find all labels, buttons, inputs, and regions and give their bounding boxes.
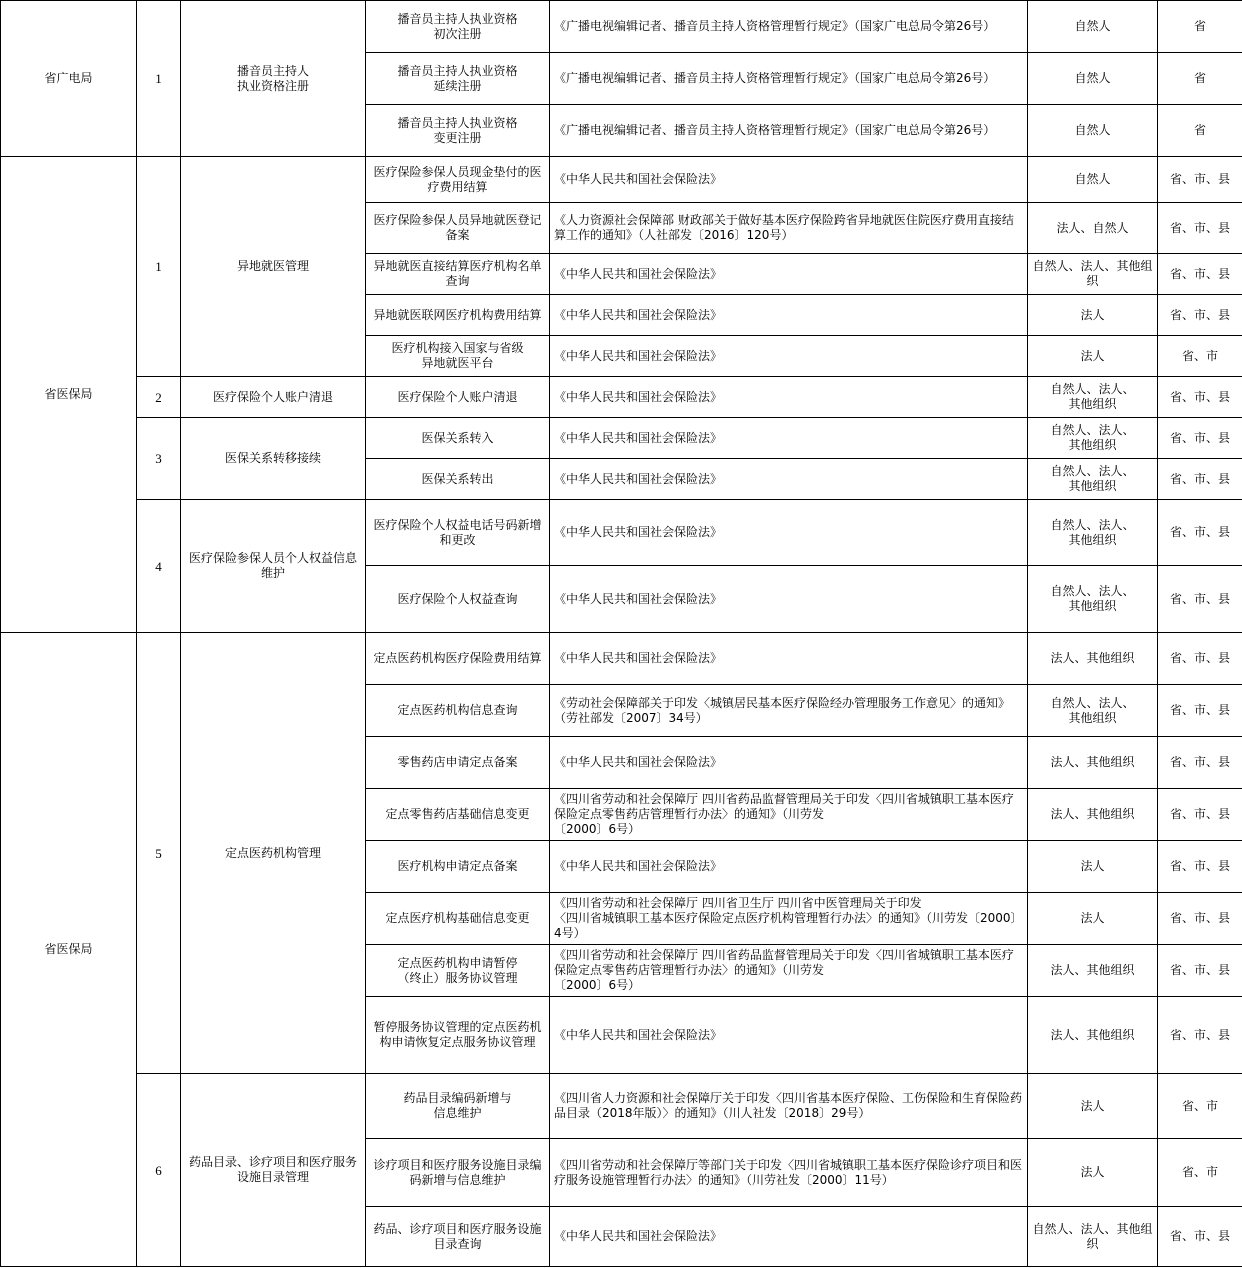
sub-item-cell: 医疗保险个人权益电话号码新增和更改 (366, 500, 550, 566)
level-cell: 省、市、县 (1158, 789, 1242, 841)
target-cell: 法人 (1028, 336, 1158, 377)
item-number-cell: 4 (137, 500, 181, 633)
item-number-cell: 2 (137, 377, 181, 418)
sub-item-cell: 医疗机构接入国家与省级 异地就医平台 (366, 336, 550, 377)
target-cell: 法人、其他组织 (1028, 945, 1158, 997)
sub-item-cell: 异地就医直接结算医疗机构名单查询 (366, 254, 550, 295)
level-cell: 省、市、县 (1158, 295, 1242, 336)
target-cell: 自然人、法人、 其他组织 (1028, 566, 1158, 633)
legal-basis-cell: 《中华人民共和国社会保险法》 (550, 336, 1028, 377)
legal-basis-cell: 《四川省劳动和社会保障厅等部门关于印发〈四川省城镇职工基本医疗保险诊疗项目和医疗服务设施管理暂行办法〉的通知》（川劳社发〔2000〕11号） (550, 1139, 1028, 1207)
legal-basis-cell: 《四川省劳动和社会保障厅 四川省药品监督管理局关于印发〈四川省城镇职工基本医疗保险定点零售药店管理暂行办法〉的通知》（川劳发 〔2000〕6号） (550, 789, 1028, 841)
sub-item-cell: 医疗保险个人权益查询 (366, 566, 550, 633)
level-cell: 省、市、县 (1158, 203, 1242, 254)
legal-basis-cell: 《人力资源社会保障部 财政部关于做好基本医疗保险跨省异地就医住院医疗费用直接结算工作的通知》（人社部发〔2016〕120号） (550, 203, 1028, 254)
legal-basis-cell: 《中华人民共和国社会保险法》 (550, 295, 1028, 336)
legal-basis-cell: 《中华人民共和国社会保险法》 (550, 418, 1028, 459)
legal-basis-cell: 《中华人民共和国社会保险法》 (550, 566, 1028, 633)
legal-basis-cell: 《中华人民共和国社会保险法》 (550, 841, 1028, 893)
legal-basis-cell: 《四川省劳动和社会保障厅 四川省药品监督管理局关于印发〈四川省城镇职工基本医疗保险定点零售药店管理暂行办法〉的通知》（川劳发 〔2000〕6号） (550, 945, 1028, 997)
sub-item-cell: 播音员主持人执业资格 初次注册 (366, 1, 550, 53)
level-cell: 省、市、县 (1158, 459, 1242, 500)
table-row (1, 633, 1242, 685)
sub-item-cell: 医保关系转入 (366, 418, 550, 459)
legal-basis-cell: 《四川省人力资源和社会保障厅关于印发〈四川省基本医疗保险、工伤保险和生育保险药品目录（2018年版）〉的通知》（川人社发〔2018〕29号） (550, 1074, 1028, 1139)
level-cell: 省、市、县 (1158, 1207, 1242, 1267)
target-cell: 法人、其他组织 (1028, 789, 1158, 841)
level-cell: 省、市、县 (1158, 841, 1242, 893)
sub-item-cell: 播音员主持人执业资格 变更注册 (366, 105, 550, 157)
sub-item-cell: 定点医药机构医疗保险费用结算 (366, 633, 550, 685)
legal-basis-cell: 《广播电视编辑记者、播音员主持人资格管理暂行规定》（国家广电总局令第26号） (550, 1, 1028, 53)
table-row (1, 1, 1242, 53)
target-cell: 法人 (1028, 295, 1158, 336)
sub-item-cell: 诊疗项目和医疗服务设施目录编码新增与信息维护 (366, 1139, 550, 1207)
sub-item-cell: 定点医疗机构基础信息变更 (366, 893, 550, 945)
level-cell: 省 (1158, 1, 1242, 53)
legal-basis-cell: 《中华人民共和国社会保险法》 (550, 737, 1028, 789)
level-cell: 省、市、县 (1158, 737, 1242, 789)
target-cell: 自然人 (1028, 157, 1158, 203)
level-cell: 省、市、县 (1158, 254, 1242, 295)
target-cell: 法人、其他组织 (1028, 997, 1158, 1074)
legal-basis-cell: 《中华人民共和国社会保险法》 (550, 377, 1028, 418)
level-cell: 省、市、县 (1158, 500, 1242, 566)
department-cell: 省广电局 (1, 1, 137, 157)
target-cell: 自然人 (1028, 105, 1158, 157)
table-row (1, 157, 1242, 203)
legal-basis-cell: 《四川省劳动和社会保障厅 四川省卫生厅 四川省中医管理局关于印发 〈四川省城镇职工基本医疗保险定点医疗机构管理暂行办法〉的通知》（川劳发〔2000〕4号） (550, 893, 1028, 945)
target-cell: 自然人 (1028, 53, 1158, 105)
legal-basis-cell: 《中华人民共和国社会保险法》 (550, 1207, 1028, 1267)
level-cell: 省、市、县 (1158, 685, 1242, 737)
target-cell: 自然人、法人、其他组织 (1028, 1207, 1158, 1267)
level-cell: 省、市、县 (1158, 893, 1242, 945)
target-cell: 自然人、法人、 其他组织 (1028, 377, 1158, 418)
sub-item-cell: 播音员主持人执业资格 延续注册 (366, 53, 550, 105)
sub-item-cell: 定点医药机构申请暂停 （终止）服务协议管理 (366, 945, 550, 997)
department-cell: 省医保局 (1, 633, 137, 1267)
table-row (1, 377, 1242, 418)
legal-basis-cell: 《中华人民共和国社会保险法》 (550, 997, 1028, 1074)
department-cell: 省医保局 (1, 157, 137, 633)
legal-basis-cell: 《中华人民共和国社会保险法》 (550, 633, 1028, 685)
item-name-cell: 异地就医管理 (181, 157, 366, 377)
item-name-cell: 医疗保险参保人员个人权益信息维护 (181, 500, 366, 633)
target-cell: 法人、自然人 (1028, 203, 1158, 254)
sub-item-cell: 医疗保险个人账户清退 (366, 377, 550, 418)
legal-basis-cell: 《中华人民共和国社会保险法》 (550, 459, 1028, 500)
sub-item-cell: 医疗机构申请定点备案 (366, 841, 550, 893)
level-cell: 省、市、县 (1158, 945, 1242, 997)
target-cell: 自然人、法人、 其他组织 (1028, 500, 1158, 566)
level-cell: 省、市、县 (1158, 418, 1242, 459)
level-cell: 省、市 (1158, 336, 1242, 377)
legal-basis-cell: 《劳动社会保障部关于印发〈城镇居民基本医疗保险经办管理服务工作意见〉的通知》（劳社部发〔2007〕34号） (550, 685, 1028, 737)
item-name-cell: 医保关系转移接续 (181, 418, 366, 500)
level-cell: 省 (1158, 53, 1242, 105)
level-cell: 省、市、县 (1158, 157, 1242, 203)
sub-item-cell: 异地就医联网医疗机构费用结算 (366, 295, 550, 336)
sub-item-cell: 药品、诊疗项目和医疗服务设施目录查询 (366, 1207, 550, 1267)
target-cell: 法人、其他组织 (1028, 633, 1158, 685)
sub-item-cell: 定点零售药店基础信息变更 (366, 789, 550, 841)
target-cell: 自然人、法人、其他组织 (1028, 254, 1158, 295)
level-cell: 省、市 (1158, 1139, 1242, 1207)
legal-basis-cell: 《中华人民共和国社会保险法》 (550, 500, 1028, 566)
item-number-cell: 1 (137, 157, 181, 377)
target-cell: 法人 (1028, 1139, 1158, 1207)
table-row (1, 1074, 1242, 1139)
level-cell: 省、市、县 (1158, 633, 1242, 685)
level-cell: 省、市 (1158, 1074, 1242, 1139)
table-row (1, 500, 1242, 566)
sub-item-cell: 暂停服务协议管理的定点医药机构申请恢复定点服务协议管理 (366, 997, 550, 1074)
item-number-cell: 5 (137, 633, 181, 1074)
sub-item-cell: 零售药店申请定点备案 (366, 737, 550, 789)
legal-basis-cell: 《中华人民共和国社会保险法》 (550, 254, 1028, 295)
sub-item-cell: 定点医药机构信息查询 (366, 685, 550, 737)
item-number-cell: 3 (137, 418, 181, 500)
level-cell: 省、市、县 (1158, 566, 1242, 633)
sub-item-cell: 医保关系转出 (366, 459, 550, 500)
target-cell: 法人 (1028, 841, 1158, 893)
sub-item-cell: 药品目录编码新增与 信息维护 (366, 1074, 550, 1139)
item-number-cell: 6 (137, 1074, 181, 1267)
sub-item-cell: 医疗保险参保人员现金垫付的医疗费用结算 (366, 157, 550, 203)
target-cell: 法人 (1028, 1074, 1158, 1139)
legal-basis-cell: 《广播电视编辑记者、播音员主持人资格管理暂行规定》（国家广电总局令第26号） (550, 53, 1028, 105)
level-cell: 省、市、县 (1158, 377, 1242, 418)
level-cell: 省 (1158, 105, 1242, 157)
target-cell: 法人、其他组织 (1028, 737, 1158, 789)
target-cell: 自然人、法人、 其他组织 (1028, 685, 1158, 737)
target-cell: 自然人 (1028, 1, 1158, 53)
item-name-cell: 播音员主持人 执业资格注册 (181, 1, 366, 157)
target-cell: 自然人、法人、 其他组织 (1028, 459, 1158, 500)
legal-basis-cell: 《中华人民共和国社会保险法》 (550, 157, 1028, 203)
legal-basis-cell: 《广播电视编辑记者、播音员主持人资格管理暂行规定》（国家广电总局令第26号） (550, 105, 1028, 157)
sub-item-cell: 医疗保险参保人员异地就医登记备案 (366, 203, 550, 254)
item-name-cell: 药品目录、诊疗项目和医疗服务设施目录管理 (181, 1074, 366, 1267)
target-cell: 自然人、法人、 其他组织 (1028, 418, 1158, 459)
level-cell: 省、市、县 (1158, 997, 1242, 1074)
item-number-cell: 1 (137, 1, 181, 157)
item-name-cell: 医疗保险个人账户清退 (181, 377, 366, 418)
table-row (1, 418, 1242, 459)
item-name-cell: 定点医药机构管理 (181, 633, 366, 1074)
target-cell: 法人 (1028, 893, 1158, 945)
